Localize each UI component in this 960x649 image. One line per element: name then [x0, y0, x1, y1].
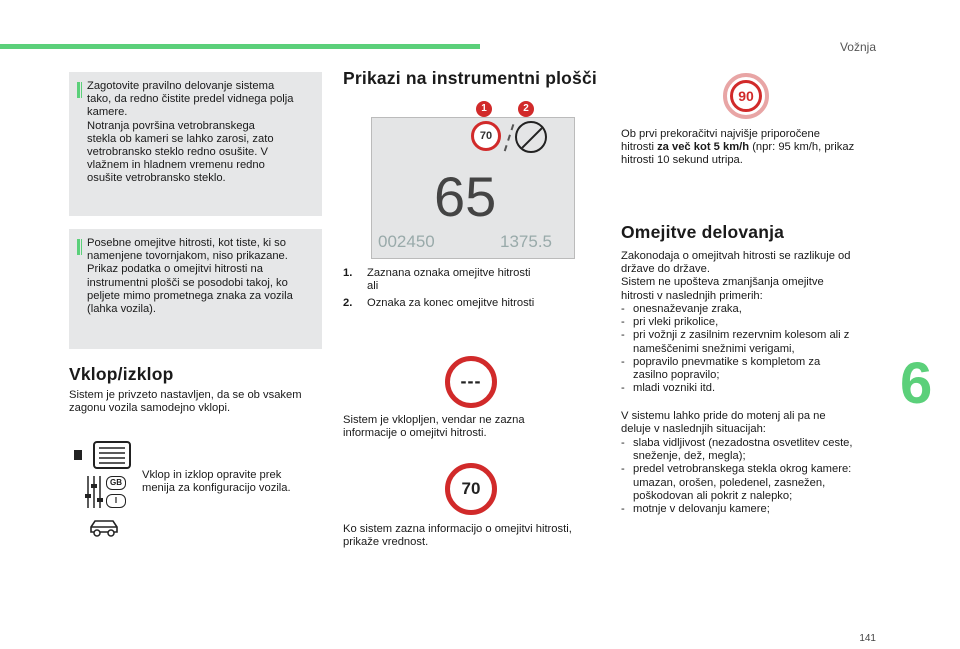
bullet-dash: - — [621, 329, 625, 342]
text-span: hitrosti 10 sekund utripa. — [621, 154, 743, 167]
text-span: hitrosti — [621, 141, 658, 154]
list-item — [621, 437, 891, 463]
odometer-trip: 1375.5 — [500, 232, 552, 251]
info-box-limits — [69, 229, 322, 349]
info-box-camera — [69, 72, 322, 216]
text-line: Notranja površina vetrobranskega — [87, 119, 255, 132]
text-line — [621, 141, 891, 154]
text-line: stekla ob kameri se lahko zarosi, zato — [87, 132, 274, 145]
info-marker-line — [81, 82, 82, 98]
page-number: 141 — [859, 633, 876, 644]
list-item — [621, 316, 891, 329]
no-limit-detected-sign-icon: --- — [445, 356, 497, 408]
language-gb-icon: GB — [106, 476, 126, 490]
text-line: (lahka vozila). — [87, 303, 157, 316]
list-item-text: sneženje, dež, megla); — [633, 450, 746, 463]
list-item — [621, 303, 891, 316]
list-item-text: popravilo pnevmatike s kompletom za — [633, 355, 821, 368]
motnje-list — [621, 437, 891, 516]
text-line: Zagotovite pravilno delovanje sistema — [87, 80, 275, 92]
info-i-icon: I — [106, 494, 126, 508]
bullet-dash: - — [621, 437, 625, 449]
text-span: Ob prvi prekoračitvi najvišje priporočene — [621, 128, 820, 140]
list-item — [621, 503, 891, 516]
text-line: V sistemu lahko pride do motenj ali pa ne — [621, 410, 826, 422]
omejitve-list — [621, 303, 891, 395]
info-box-text — [87, 237, 314, 316]
vklop-text — [69, 389, 329, 415]
text-line — [621, 154, 891, 167]
legend-text — [367, 297, 534, 310]
vklop-menu-text — [142, 469, 322, 495]
text-line: instrumentni plošči se posodobi takoj, ko — [87, 276, 288, 289]
text-line: Sistem je vklopljen, vendar ne zazna — [343, 414, 525, 426]
odometer-total: 002450 — [378, 232, 435, 251]
text-line: namenjene tovornjakom, niso prikazane. — [87, 250, 288, 263]
list-item-text: umazan, orošen, poledenel, zasnežen, — [633, 476, 826, 489]
bullet-dash: - — [621, 303, 625, 315]
text-line: ali — [367, 280, 379, 293]
current-speed: 65 — [434, 165, 497, 228]
overspeed-text — [621, 128, 891, 168]
list-item-text: predel vetrobranskega stekla okrog kamere: — [633, 463, 852, 476]
legend-item-1 — [343, 267, 573, 297]
list-item — [621, 329, 891, 355]
list-item-text: motnje v delovanju kamere; — [633, 503, 770, 516]
end-of-limit-sign-icon — [515, 121, 547, 153]
value-shown-text — [343, 523, 603, 549]
text-line: Posebne omejitve hitrosti, kot tiste, ki so — [87, 237, 286, 249]
list-item-text: nameščenimi snežnimi verigami, — [633, 342, 795, 355]
legend-text — [367, 267, 531, 293]
text-line: Ko sistem zazna informacijo o omejitvi hitrosti, — [343, 523, 572, 535]
text-line: Vklop in izklop opravite prek — [142, 469, 282, 481]
heading-omejitve: Omejitve delovanja — [621, 222, 785, 242]
bullet-dash: - — [621, 463, 625, 476]
list-item-text: slaba vidljivost (nezadostna osvetlitev ceste, — [633, 437, 853, 449]
text-line: tako, da redno čistite predel vidnega polja — [87, 93, 294, 106]
callout-1: 1 — [476, 101, 492, 117]
info-marker — [77, 82, 80, 98]
text-line: kamere. — [87, 106, 128, 119]
heading-vklop: Vklop/izklop — [69, 364, 174, 384]
legend-item-2 — [343, 297, 573, 313]
list-item — [621, 356, 891, 382]
info-box-text — [87, 80, 314, 186]
list-item-text: poškodovan ali pokrit z nalepko; — [633, 489, 793, 502]
text-line: zagonu vozila samodejno vklopi. — [69, 402, 231, 415]
text-line: Sistem ne upošteva zmanjšanja omejitve — [621, 276, 824, 289]
text-line: informacije o omejitvi hitrosti. — [343, 427, 487, 440]
list-item — [621, 463, 891, 503]
list-item-text: zasilno popravilo; — [633, 369, 720, 382]
sign-90-value: 90 — [730, 80, 762, 112]
speed-limit-90-blinking-sign-icon — [723, 73, 769, 119]
list-item-text: pri vleki prikolice, — [633, 316, 719, 329]
text-line: peljete mimo prometnega znaka za vozila — [87, 289, 293, 302]
list-item-text: onesnaževanje zraka, — [633, 303, 742, 315]
instrument-cluster-illustration — [371, 117, 575, 259]
dashboard-screen-icon — [72, 440, 132, 470]
list-item-text: pri vožnji z zasilnim rezervnim kolesom ali z — [633, 329, 850, 342]
info-marker — [77, 239, 80, 255]
text-line: Zakonodaja o omejitvah hitrosti se razlikuje od — [621, 250, 851, 262]
bullet-dash: - — [621, 316, 625, 329]
text-line: vlažnem in hladnem vremenu redno — [87, 159, 265, 172]
text-span: (npr: 95 km/h, prikaz — [749, 141, 855, 154]
text-line: Sistem je privzeto nastavljen, da se ob vsakem — [69, 389, 302, 401]
legend-num: 1. — [343, 267, 353, 279]
text-line: vetrobransko steklo redno osušite. V — [87, 146, 268, 159]
section-title: Vožnja — [839, 40, 876, 54]
no-detection-text — [343, 414, 583, 440]
text-line: menija za konfiguracijo vozila. — [142, 482, 291, 495]
emphasis: za več kot 5 km/h — [657, 141, 750, 154]
text-line: Oznaka za konec omejitve hitrosti — [367, 297, 535, 309]
text-line: prikaže vrednost. — [343, 536, 429, 549]
text-line: Prikaz podatka o omejitvi hitrosti na — [87, 263, 263, 276]
speed-limit-sign-icon: 70 — [471, 121, 501, 151]
callout-2: 2 — [518, 101, 534, 117]
bullet-dash: - — [621, 355, 625, 368]
chapter-number: 6 — [900, 351, 933, 416]
section-color-bar — [0, 44, 480, 49]
heading-prikazi: Prikazi na instrumentni plošči — [343, 68, 597, 88]
text-line: osušite vetrobransko steklo. — [87, 172, 226, 185]
omejitve-intro — [621, 250, 891, 303]
car-icon — [87, 516, 121, 540]
text-line: deluje v naslednjih situacijah: — [621, 423, 766, 436]
text-line: države do države. — [621, 263, 710, 276]
list-item-text: mladi vozniki itd. — [633, 382, 716, 395]
motnje-intro — [621, 410, 891, 436]
legend-num: 2. — [343, 297, 353, 309]
text-line: Zaznana oznaka omejitve hitrosti — [367, 267, 531, 279]
info-marker-line — [81, 239, 82, 255]
text-line: hitrosti v naslednjih primerih: — [621, 289, 763, 302]
bullet-dash: - — [621, 382, 625, 395]
bullet-dash: - — [621, 503, 625, 516]
list-item — [621, 382, 891, 395]
text-line — [621, 128, 891, 141]
speed-limit-70-sign-icon: 70 — [445, 463, 497, 515]
